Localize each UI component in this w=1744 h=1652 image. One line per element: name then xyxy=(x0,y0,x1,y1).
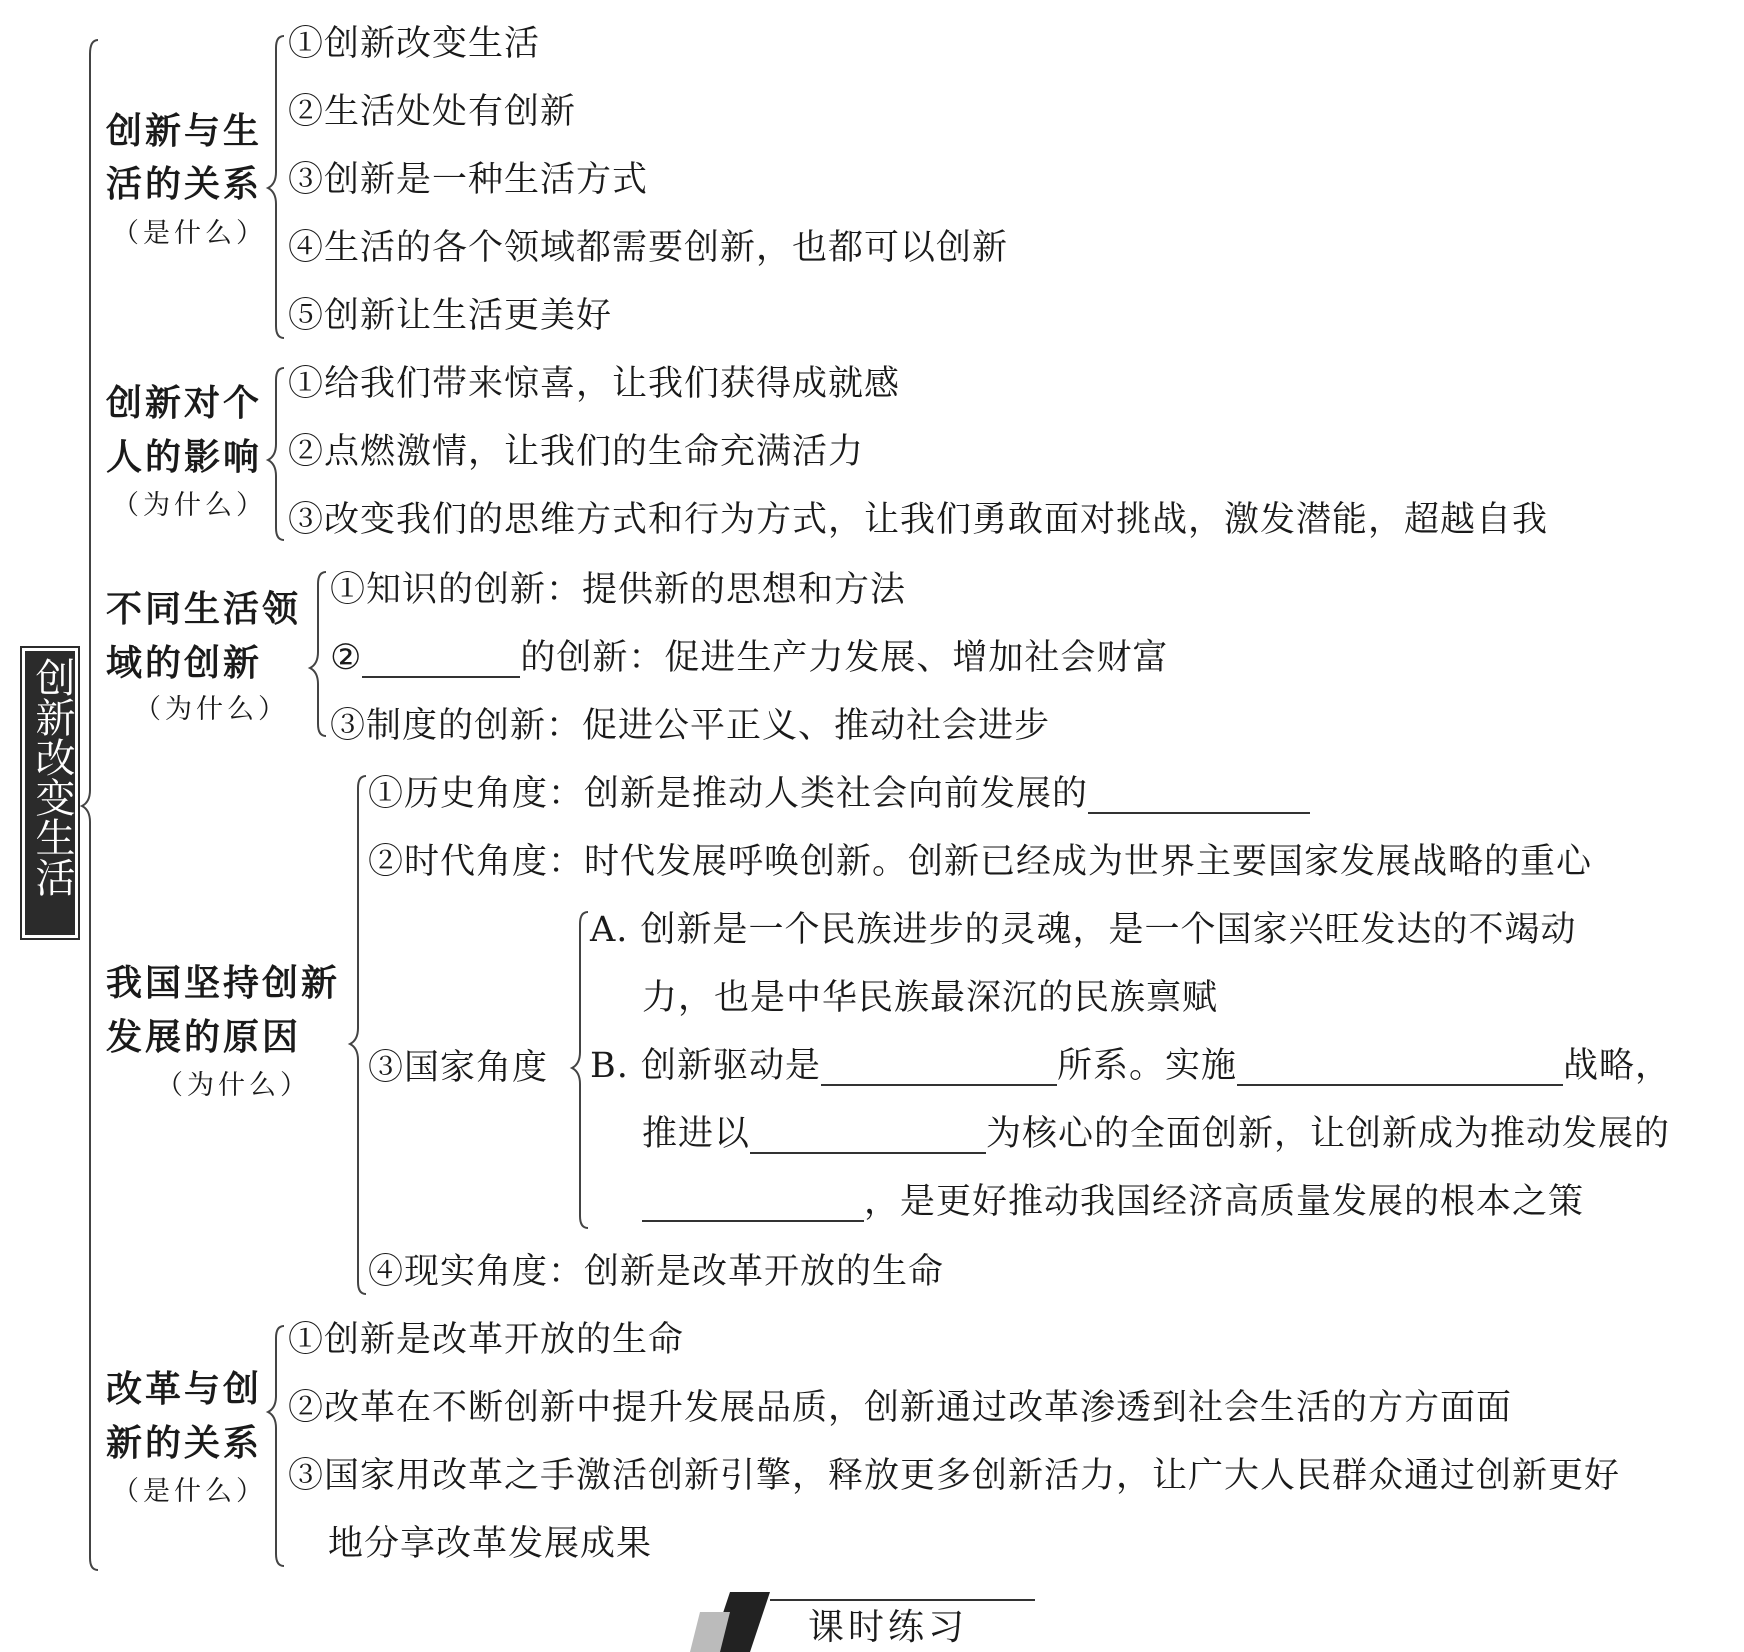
list-item: ①给我们带来惊喜，让我们获得成就感 xyxy=(288,364,901,404)
fill-blank[interactable] xyxy=(1237,1048,1563,1086)
brace-s2 xyxy=(268,368,284,540)
section-heading-line: 不同生活领 xyxy=(106,589,302,630)
section-tag: （为什么） xyxy=(112,490,267,521)
main-title: 创新改变生活 xyxy=(29,657,75,897)
section-heading-line: 我国坚持创新 xyxy=(106,963,341,1004)
item-text: 为核心的全面创新，让创新成为推动发展的 xyxy=(986,1114,1671,1154)
brace-s5 xyxy=(268,1326,284,1566)
brace-s1 xyxy=(268,36,284,338)
sub-item: A. 创新是一个民族进步的灵魂，是一个国家兴旺发达的不竭动 xyxy=(590,910,1577,950)
section-heading-line: 发展的原因 xyxy=(106,1017,302,1058)
list-item: ①创新改变生活 xyxy=(288,24,541,64)
list-item: ③创新是一种生活方式 xyxy=(288,160,649,200)
section-heading-line: 人的影响 xyxy=(106,437,263,478)
sub-item-continued xyxy=(642,1114,1670,1154)
fill-blank[interactable] xyxy=(642,1184,864,1222)
list-item: ①创新是改革开放的生命 xyxy=(288,1320,685,1360)
list-item: ①知识的创新：提供新的思想和方法 xyxy=(330,570,907,610)
item-text: ，是更好推动我国经济高质量发展的根本之策 xyxy=(864,1182,1585,1222)
item-text: 推进以 xyxy=(642,1114,751,1154)
section-heading-line: 新的关系 xyxy=(106,1423,263,1464)
fill-blank[interactable] xyxy=(750,1116,986,1154)
list-item xyxy=(368,774,1310,814)
sub-item xyxy=(590,1046,1671,1086)
section-heading-line: 创新对个 xyxy=(106,383,263,424)
list-item: ③改变我们的思维方式和行为方式，让我们勇敢面对挑战，激发潜能，超越自我 xyxy=(288,500,1549,540)
main-title-box xyxy=(22,648,78,938)
list-item: ②改革在不断创新中提升发展品质，创新通过改革渗透到社会生活的方方面面 xyxy=(288,1388,1513,1428)
list-item: ③国家角度 xyxy=(368,1048,549,1088)
list-item: ③国家用改革之手激活创新引擎，释放更多创新活力，让广大人民群众通过创新更好 xyxy=(288,1456,1621,1496)
section-tag: （为什么） xyxy=(134,694,289,725)
item-text: 战略， xyxy=(1563,1046,1672,1086)
list-item: ⑤创新让生活更美好 xyxy=(288,296,613,336)
sub-item-continued: 力，也是中华民族最深沉的民族禀赋 xyxy=(642,978,1219,1018)
section-tag: （是什么） xyxy=(112,1476,267,1507)
item-number: ② xyxy=(330,638,363,678)
brace-s3 xyxy=(310,572,326,736)
list-item-continued: 地分享改革发展成果 xyxy=(328,1524,653,1564)
footer-label: 课时练习 xyxy=(808,1607,969,1648)
fill-blank[interactable] xyxy=(362,640,520,678)
fill-blank[interactable] xyxy=(821,1048,1057,1086)
list-item xyxy=(330,638,1168,678)
brace-s4-sub xyxy=(572,912,588,1228)
sub-item-continued xyxy=(642,1182,1584,1222)
fill-blank[interactable] xyxy=(1088,776,1310,814)
section-tag: （是什么） xyxy=(112,218,267,249)
brace-s4 xyxy=(350,776,366,1294)
list-item: ②生活处处有创新 xyxy=(288,92,577,132)
item-text: 的创新：促进生产力发展、增加社会财富 xyxy=(520,638,1169,678)
section-heading-line: 改革与创 xyxy=(106,1369,263,1410)
list-item: ④现实角度：创新是改革开放的生命 xyxy=(368,1252,945,1292)
item-text: 所系。实施 xyxy=(1056,1046,1237,1086)
footer-badge xyxy=(690,1592,1050,1652)
section-heading-line: 域的创新 xyxy=(106,643,263,684)
main-brace xyxy=(82,40,98,1570)
section-heading-line: 创新与生 xyxy=(106,111,263,152)
list-item: ③制度的创新：促进公平正义、推动社会进步 xyxy=(330,706,1051,746)
list-item: ④生活的各个领域都需要创新，也都可以创新 xyxy=(288,228,1009,268)
item-text: ①历史角度：创新是推动人类社会向前发展的 xyxy=(368,774,1089,814)
list-item: ②时代角度：时代发展呼唤创新。创新已经成为世界主要国家发展战略的重心 xyxy=(368,842,1593,882)
section-tag: （为什么） xyxy=(156,1070,311,1101)
section-heading-line: 活的关系 xyxy=(106,164,263,205)
list-item: ②点燃激情，让我们的生命充满活力 xyxy=(288,432,865,472)
item-text: B. 创新驱动是 xyxy=(590,1046,821,1086)
